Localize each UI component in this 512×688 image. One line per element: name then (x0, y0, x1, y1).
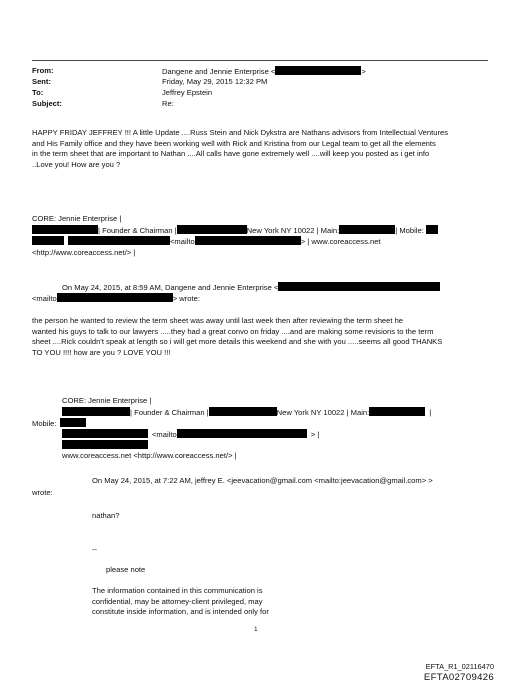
to-value: Jeffrey Epstein (162, 88, 213, 97)
subject-value: Re: (162, 99, 174, 108)
paragraph-line: the person he wanted to review the term sheet was away until last week then after reviewing the term sheet he (32, 316, 404, 325)
subject-label: Subject: (32, 99, 62, 108)
to-label: To: (32, 88, 44, 97)
redaction (62, 407, 130, 416)
signature-title: | Founder & Chairman | (98, 225, 177, 235)
redaction (209, 407, 277, 416)
signature-mobile-label: | Mobile: (395, 225, 424, 235)
page-number: 1 (254, 626, 258, 633)
quote-wrote: > wrote: (172, 294, 200, 303)
redaction (339, 225, 395, 234)
signature-mailto-line (62, 429, 319, 441)
from-suffix: > (361, 67, 366, 76)
bates-number: EFTA02709426 (423, 672, 494, 683)
quote-intro-text: On May 24, 2015, at 8:59 AM, Dangene and Jennie Enterprise < (62, 283, 279, 292)
paragraph-line: confidential, may be attorney-client privileged, may (92, 596, 263, 606)
redaction (177, 429, 307, 438)
quote-nathan: nathan? (92, 511, 120, 520)
signature-close: > | (310, 430, 320, 439)
quoted-mailto (32, 293, 200, 305)
paragraph-line: ..Love you! How are you ? (32, 159, 121, 169)
from-sender: Dangene and Jennie Enterprise < (162, 67, 276, 76)
signature-company: CORE: Jennie Enterprise | (32, 214, 122, 223)
paragraph-line: constitute inside information, and is intended only for (92, 607, 269, 617)
signature-redacted-line (62, 440, 148, 452)
redaction (57, 293, 173, 302)
redaction (62, 429, 148, 438)
redaction (278, 282, 440, 291)
confidentiality-notice (92, 586, 269, 618)
signature-address: New York NY 10022 | Main: (276, 407, 370, 417)
sent-value: Friday, May 29, 2015 12:32 PM (162, 77, 268, 86)
paragraph-line: and His Family office and they have been working well with Rick and Kristina from our Legal team to get all the elements (32, 138, 436, 148)
quoted-paragraph (32, 316, 442, 358)
paragraph-line: TO YOU !!!! how are you ? LOVE YOU !!! (32, 347, 171, 357)
quoted-intro (62, 282, 440, 294)
header-top-rule (32, 60, 488, 61)
signature-site-link[interactable]: www.coreaccess.net <http://www.coreaccess.net/> | (62, 451, 237, 460)
signature-mobile-label: Mobile: (32, 419, 57, 428)
signature-mailto: <mailto (170, 237, 195, 247)
sent-label: Sent: (32, 77, 51, 86)
redaction (62, 440, 148, 449)
quoted-intro-2: On May 24, 2015, at 7:22 AM, jeffrey E. <jeevacation@gmail.com <mailto:jeevacation@gmail.com> > (92, 476, 433, 485)
signature-block (32, 214, 438, 258)
signature-site-link[interactable]: <http://www.coreaccess.net/> | (32, 247, 136, 257)
paragraph-line: in the term sheet that are important to Nathan ....All calls have gone extremely well ....will keep you posted as i get info (32, 149, 430, 159)
signature-company: CORE: Jennie Enterprise | (62, 396, 152, 405)
quote-dash: -- (92, 545, 98, 554)
redaction (32, 225, 98, 234)
redaction (426, 225, 438, 234)
paragraph-line: sheet ....Rick couldn't speak at length so i will get more details this weekend and she with you .....seems all good THANKS (32, 337, 443, 347)
signature-address: New York NY 10022 | Main: (246, 225, 340, 235)
paragraph-line: HAPPY FRIDAY JEFFREY !!! A little Update ....Russ Stein and Nick Dykstra are Nathans advisors from Intellectual Ventures (32, 128, 449, 137)
redaction (177, 225, 247, 234)
signature-title: | Founder & Chairman | (130, 407, 209, 417)
redaction (275, 66, 361, 75)
paragraph-line: The information contained in this communication is (92, 586, 263, 595)
quote-mailto: <mailto (32, 294, 57, 303)
redaction (369, 407, 425, 416)
quote-please-note: please note (106, 565, 146, 574)
quote-wrote-2: wrote: (32, 488, 53, 497)
redaction (60, 418, 86, 427)
signature-mailto-line (32, 236, 438, 248)
signature-mailto: <mailto (152, 430, 177, 439)
document-id: EFTA_R1_02116470 (425, 662, 494, 671)
signature-pipe: | (429, 407, 432, 417)
signature-block-2 (62, 396, 431, 418)
signature-mobile-row (32, 418, 86, 430)
from-value (162, 66, 366, 78)
redaction (68, 236, 170, 245)
from-label: From: (32, 66, 54, 75)
redaction (195, 236, 301, 245)
signature-contact-line (62, 407, 431, 419)
signature-contact-line (32, 225, 438, 237)
redaction (32, 236, 64, 245)
signature-site: > | www.coreaccess.net (300, 237, 381, 247)
paragraph-line: wanted his guys to talk to our lawyers .....they had a great convo on friday ....and are making some revisions to the term (32, 326, 434, 336)
message-paragraph (32, 128, 448, 170)
